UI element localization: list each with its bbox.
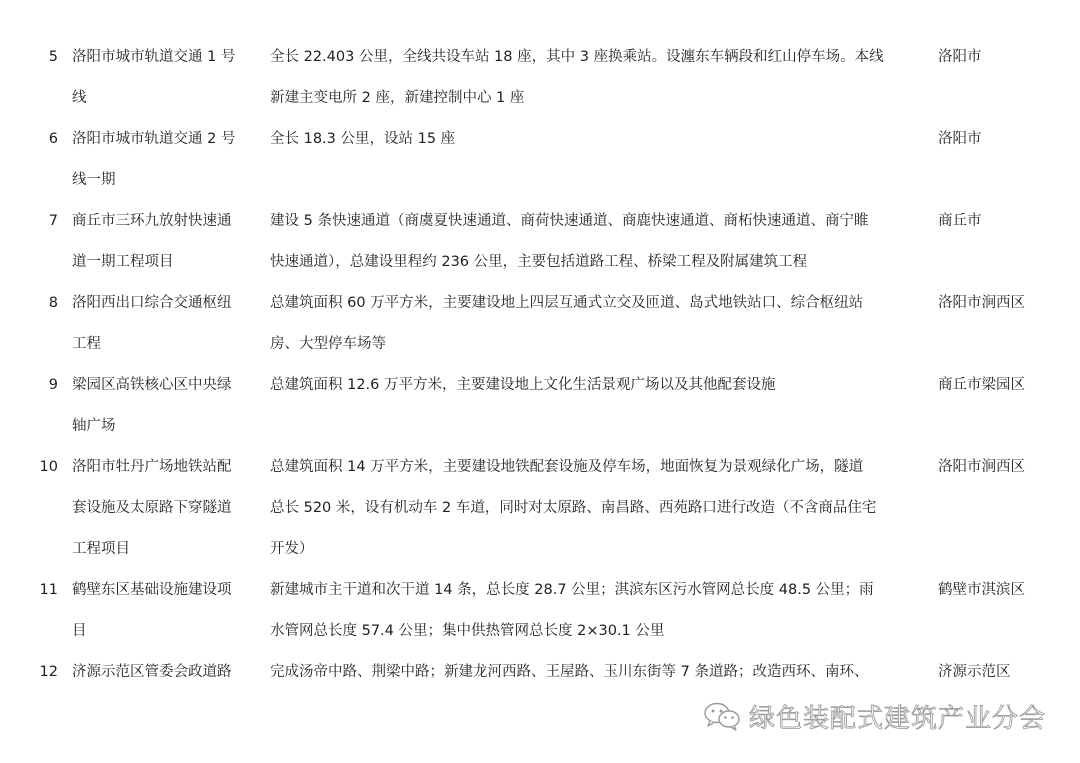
project-name-line: 洛阳市城市轨道交通 2 号 xyxy=(72,131,236,147)
project-name-line: 套设施及太原路下穿隧道 xyxy=(72,500,232,516)
description-line: 全长 22.403 公里，全线共设车站 18 座，其中 3 座换乘站。设瀍东车辆段和红山停车场。本线 xyxy=(270,49,884,65)
project-name-line: 工程项目 xyxy=(72,541,130,557)
description-line: 总建筑面积 60 万平方米，主要建设地上四层互通式立交及匝道、岛式地铁站口、综合枢纽站 xyxy=(270,295,864,311)
project-name-line: 轴广场 xyxy=(72,418,116,434)
project-name xyxy=(72,283,250,365)
project-region: 济源示范区 xyxy=(938,664,1011,680)
project-region: 洛阳市涧西区 xyxy=(938,295,1025,311)
description-line: 总建筑面积 12.6 万平方米，主要建设地上文化生活景观广场以及其他配套设施 xyxy=(270,377,776,393)
project-name xyxy=(72,201,250,283)
row-number: 11 xyxy=(39,582,58,598)
project-description xyxy=(270,570,910,652)
project-name xyxy=(72,365,250,447)
project-description xyxy=(270,37,910,119)
description-line: 总建筑面积 14 万平方米，主要建设地铁配套设施及停车场，地面恢复为景观绿化广场，隧道 xyxy=(270,459,864,475)
description-line: 总长 520 米，设有机动车 2 车道，同时对太原路、南昌路、西苑路口进行改造（不含商品住宅 xyxy=(270,500,877,516)
description-line: 新建城市主干道和次干道 14 条，总长度 28.7 公里；淇滨东区污水管网总长度 48.5 公里；雨 xyxy=(270,582,874,598)
account-watermark xyxy=(703,698,1046,734)
project-description xyxy=(270,201,910,283)
project-name-line: 商丘市三环九放射快速通 xyxy=(72,213,232,229)
row-number: 12 xyxy=(39,664,58,680)
project-region: 洛阳市 xyxy=(938,131,982,147)
project-name-line: 洛阳西出口综合交通枢纽 xyxy=(72,295,232,311)
project-region: 洛阳市涧西区 xyxy=(938,459,1025,475)
project-description xyxy=(270,119,910,160)
project-name-line: 道一期工程项目 xyxy=(72,254,174,270)
project-name-line: 洛阳市牡丹广场地铁站配 xyxy=(72,459,232,475)
description-line: 建设 5 条快速通道（商虞夏快速通道、商荷快速通道、商鹿快速通道、商柘快速通道、商宁睢 xyxy=(270,213,869,229)
row-number: 6 xyxy=(48,131,58,147)
project-region: 鹤壁市淇滨区 xyxy=(938,582,1025,598)
row-number: 5 xyxy=(48,49,58,65)
row-number: 8 xyxy=(48,295,58,311)
project-name xyxy=(72,119,250,201)
description-line: 水管网总长度 57.4 公里；集中供热管网总长度 2×30.1 公里 xyxy=(270,623,665,639)
project-name xyxy=(72,570,250,652)
description-line: 快速通道），总建设里程约 236 公里，主要包括道路工程、桥梁工程及附属建筑工程 xyxy=(270,254,808,270)
project-name xyxy=(72,37,250,119)
project-name-line: 线一期 xyxy=(72,172,116,188)
project-name-line: 济源示范区管委会政道路 xyxy=(72,664,232,680)
project-name-line: 梁园区高铁核心区中央绿 xyxy=(72,377,232,393)
description-line: 房、大型停车场等 xyxy=(270,336,386,352)
project-region: 商丘市 xyxy=(938,213,982,229)
project-name-line: 线 xyxy=(72,90,87,106)
project-name xyxy=(72,447,250,570)
description-line: 完成汤帝中路、荆梁中路；新建龙河西路、王屋路、玉川东街等 7 条道路；改造西环、南环、 xyxy=(270,664,869,680)
project-description xyxy=(270,652,910,693)
project-name-line: 鹤壁东区基础设施建设项 xyxy=(72,582,232,598)
project-region: 洛阳市 xyxy=(938,49,982,65)
row-number: 10 xyxy=(39,459,58,475)
project-description xyxy=(270,365,910,406)
watermark-text: 绿色装配式建筑产业分会 xyxy=(749,703,1047,734)
project-description xyxy=(270,447,910,570)
project-name-line: 工程 xyxy=(72,336,101,352)
project-name xyxy=(72,652,250,693)
description-line: 新建主变电所 2 座，新建控制中心 1 座 xyxy=(270,90,525,106)
description-line: 全长 18.3 公里，设站 15 座 xyxy=(270,131,456,147)
row-number: 7 xyxy=(48,213,58,229)
project-name-line: 洛阳市城市轨道交通 1 号 xyxy=(72,49,236,65)
description-line: 开发） xyxy=(270,541,314,557)
project-name-line: 目 xyxy=(72,623,87,639)
project-region: 商丘市梁园区 xyxy=(938,377,1025,393)
wechat-icon xyxy=(703,701,741,731)
project-description xyxy=(270,283,910,365)
row-number: 9 xyxy=(48,377,58,393)
